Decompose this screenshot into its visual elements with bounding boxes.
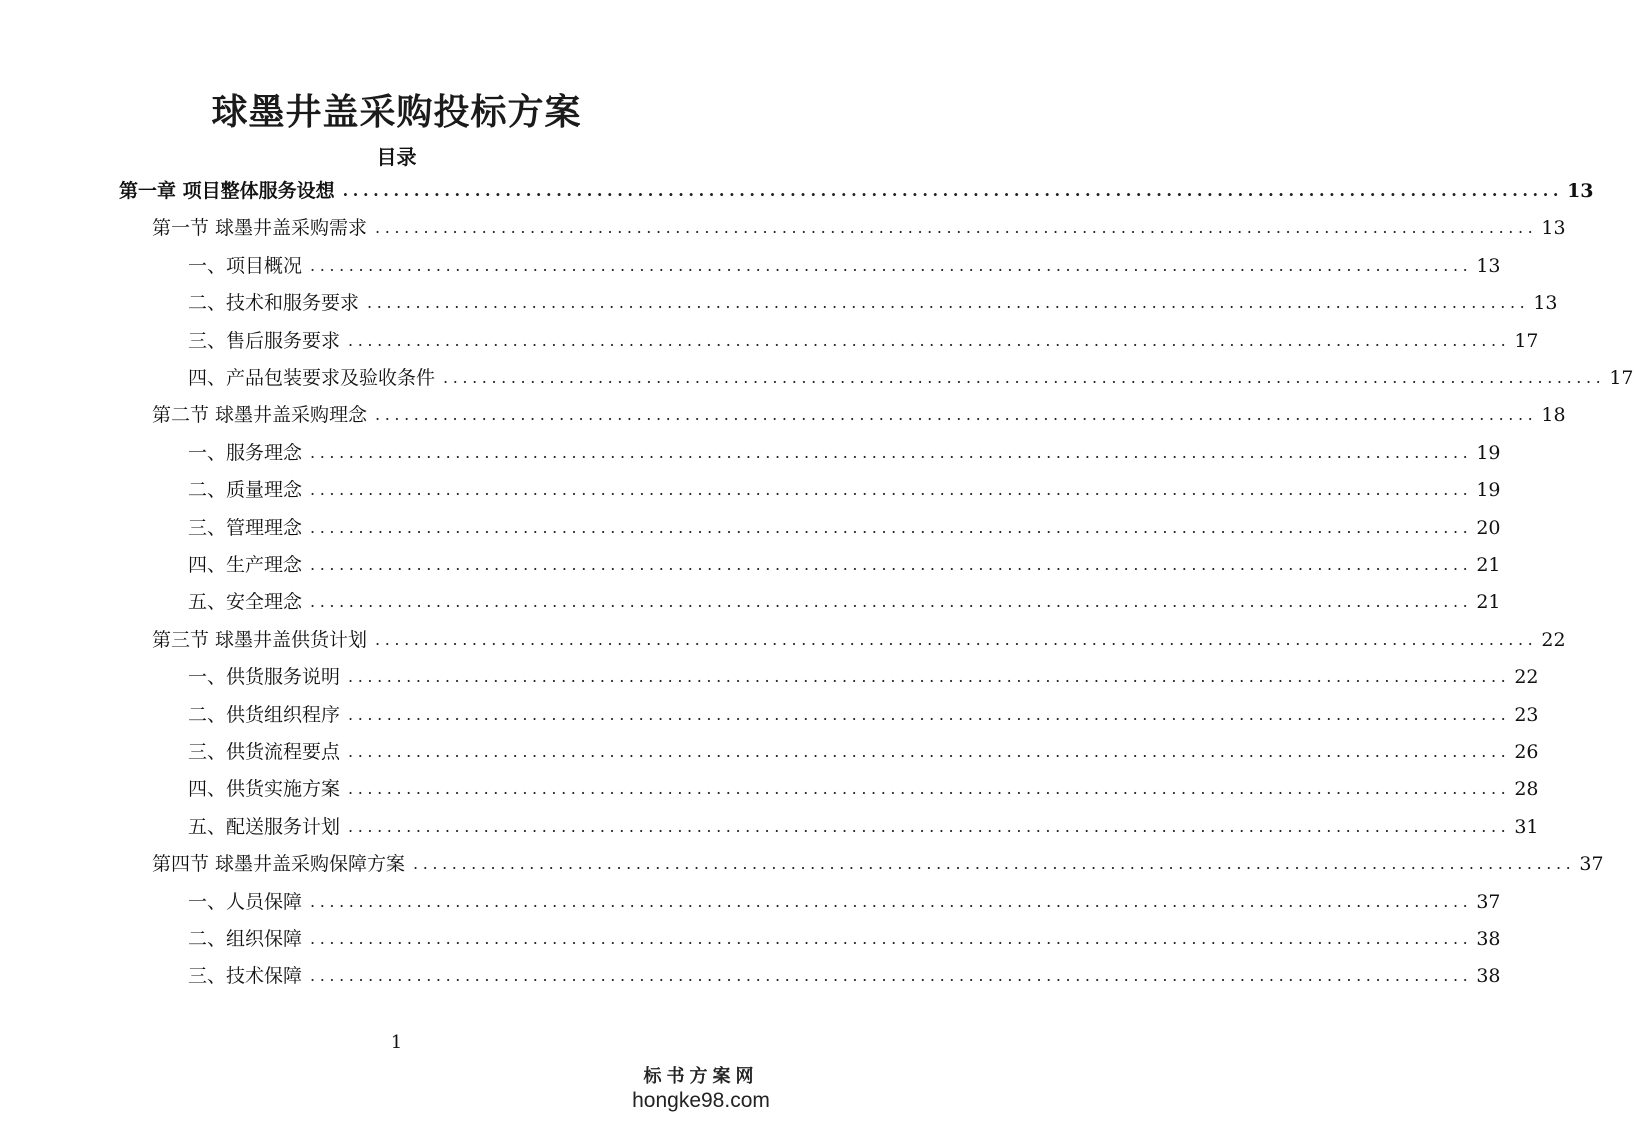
toc-dot-leader: ........................................................................................................................: [310, 929, 1473, 948]
document-title: 球墨井盖采购投标方案: [211, 91, 582, 133]
toc-entry-page: 17: [1514, 329, 1539, 352]
toc-entry-title: 五、配送服务计划: [188, 815, 341, 838]
toc-entry-title: 三、管理理念: [188, 516, 303, 539]
toc-entry-title: 二、供货组织程序: [188, 703, 341, 726]
toc-entry[interactable]: [188, 772, 1539, 802]
toc-entry-title: 三、供货流程要点: [188, 741, 341, 763]
toc-entry-title: 四、生产理念: [188, 554, 303, 576]
toc-dot-leader: ........................................................................................................................: [310, 255, 1473, 275]
toc-entry-page: 31: [1514, 815, 1539, 838]
toc-entry[interactable]: [152, 398, 1566, 428]
toc-entry-title: 一、项目概况: [188, 254, 303, 277]
toc-dot-leader: ........................................................................................................................: [310, 966, 1473, 986]
toc-dot-leader: ........................................................................................................................: [375, 405, 1538, 425]
toc-entry-title: 二、质量理念: [188, 479, 303, 502]
toc-entry[interactable]: [188, 473, 1501, 503]
watermark-logo: [621, 1066, 781, 1114]
toc-entry-title: 第一节 球墨井盖采购需求: [152, 217, 368, 240]
toc-entry-page: 13: [1567, 180, 1594, 202]
toc-entry-title: 四、供货实施方案: [188, 778, 341, 801]
toc-entry-title: 一、人员保障: [188, 890, 303, 913]
toc-entry-page: 37: [1476, 890, 1501, 913]
toc-dot-leader: ........................................................................................................................: [348, 779, 1511, 799]
toc-entry[interactable]: [152, 211, 1566, 241]
toc-entry[interactable]: [188, 660, 1539, 690]
toc-entry-page: 38: [1476, 965, 1501, 988]
toc-entry[interactable]: [188, 585, 1501, 615]
toc-dot-leader: ........................................................................................................................: [310, 442, 1473, 462]
toc-entry-page: 28: [1514, 778, 1539, 801]
toc-entry-title: 二、技术和服务要求: [188, 292, 360, 315]
toc-entry-page: 26: [1514, 741, 1539, 763]
toc-entry[interactable]: [152, 847, 1604, 877]
toc-dot-leader: ........................................................................................................................: [348, 742, 1511, 761]
toc-entry-title: 一、服务理念: [188, 441, 303, 464]
toc-dot-leader: ........................................................................................................................: [310, 517, 1473, 537]
toc-entry[interactable]: [188, 922, 1501, 952]
toc-entry[interactable]: [188, 436, 1501, 466]
toc-entry[interactable]: [188, 286, 1558, 316]
toc-entry-page: 37: [1579, 853, 1604, 876]
toc-entry-title: 第三节 球墨井盖供货计划: [152, 628, 368, 651]
toc-entry[interactable]: [188, 511, 1501, 541]
toc-entry[interactable]: [188, 959, 1501, 989]
toc-dot-leader: ........................................................................................................................: [413, 854, 1576, 874]
toc-dot-leader: ........................................................................................................................: [375, 218, 1538, 238]
toc-entry-title: 三、技术保障: [188, 965, 303, 988]
toc-entry-page: 21: [1476, 591, 1501, 614]
toc-entry[interactable]: [188, 698, 1539, 728]
watermark-url: hongke98.com: [632, 1089, 770, 1112]
toc-entry-page: 22: [1514, 666, 1539, 689]
toc-dot-leader: ........................................................................................................................: [367, 293, 1530, 313]
toc-dot-leader: ........................................................................................................................: [348, 816, 1511, 836]
toc-entry-page: 21: [1476, 554, 1501, 576]
watermark-name: 标书方案网: [643, 1066, 759, 1087]
toc-entry-page: 22: [1541, 628, 1566, 651]
toc-entry-page: 23: [1514, 703, 1539, 726]
toc-entry-title: 三、售后服务要求: [188, 329, 341, 352]
toc-entry-page: 13: [1533, 292, 1558, 315]
toc-dot-leader: ........................................................................................................................: [375, 629, 1538, 649]
toc-entry-title: 四、产品包装要求及验收条件: [188, 367, 436, 389]
toc-entry[interactable]: [188, 324, 1539, 354]
toc-dot-leader: ........................................................................................................................: [348, 667, 1511, 687]
toc-entry-page: 20: [1476, 516, 1501, 539]
toc-entry-page: 13: [1476, 254, 1501, 277]
toc-entry-title: 五、安全理念: [188, 591, 303, 614]
toc-dot-leader: ........................................................................................................................: [310, 480, 1473, 500]
page-number: 1: [390, 1032, 403, 1053]
toc-entry[interactable]: [188, 249, 1501, 279]
toc-entry-page: 38: [1476, 928, 1501, 950]
toc-entry[interactable]: [188, 548, 1501, 578]
toc-entry[interactable]: [152, 623, 1566, 653]
toc-entry-page: 13: [1541, 217, 1566, 240]
toc-dot-leader: ........................................................................................................................: [443, 368, 1606, 387]
toc-entry[interactable]: [188, 735, 1539, 765]
toc-dot-leader: ........................................................................................................................: [348, 704, 1511, 724]
toc-entry-title: 第一章 项目整体服务设想: [119, 180, 335, 202]
toc-dot-leader: ........................................................................................................................: [310, 555, 1473, 574]
toc-dot-leader: ........................................................................................................................: [310, 592, 1473, 612]
toc-entry-title: 二、组织保障: [188, 928, 303, 950]
toc-entry[interactable]: [188, 885, 1501, 915]
toc-dot-leader: ........................................................................................................................: [310, 891, 1473, 911]
toc-entry-title: 第四节 球墨井盖采购保障方案: [152, 853, 406, 876]
toc-entry[interactable]: [119, 174, 1594, 204]
toc-entry-page: 19: [1476, 441, 1501, 464]
toc-dot-leader: ........................................................................................................................: [348, 330, 1511, 350]
toc-entry[interactable]: [188, 810, 1539, 840]
toc-entry-page: 19: [1476, 479, 1501, 502]
toc-entry-page: 17: [1609, 367, 1634, 389]
toc-heading: 目录: [376, 145, 417, 169]
toc-entry-title: 第二节 球墨井盖采购理念: [152, 404, 368, 427]
toc-dot-leader: ........................................................................................................................: [342, 181, 1564, 200]
toc-entry-title: 一、供货服务说明: [188, 666, 341, 689]
toc-entry[interactable]: [188, 361, 1634, 391]
toc-entry-page: 18: [1541, 404, 1566, 427]
